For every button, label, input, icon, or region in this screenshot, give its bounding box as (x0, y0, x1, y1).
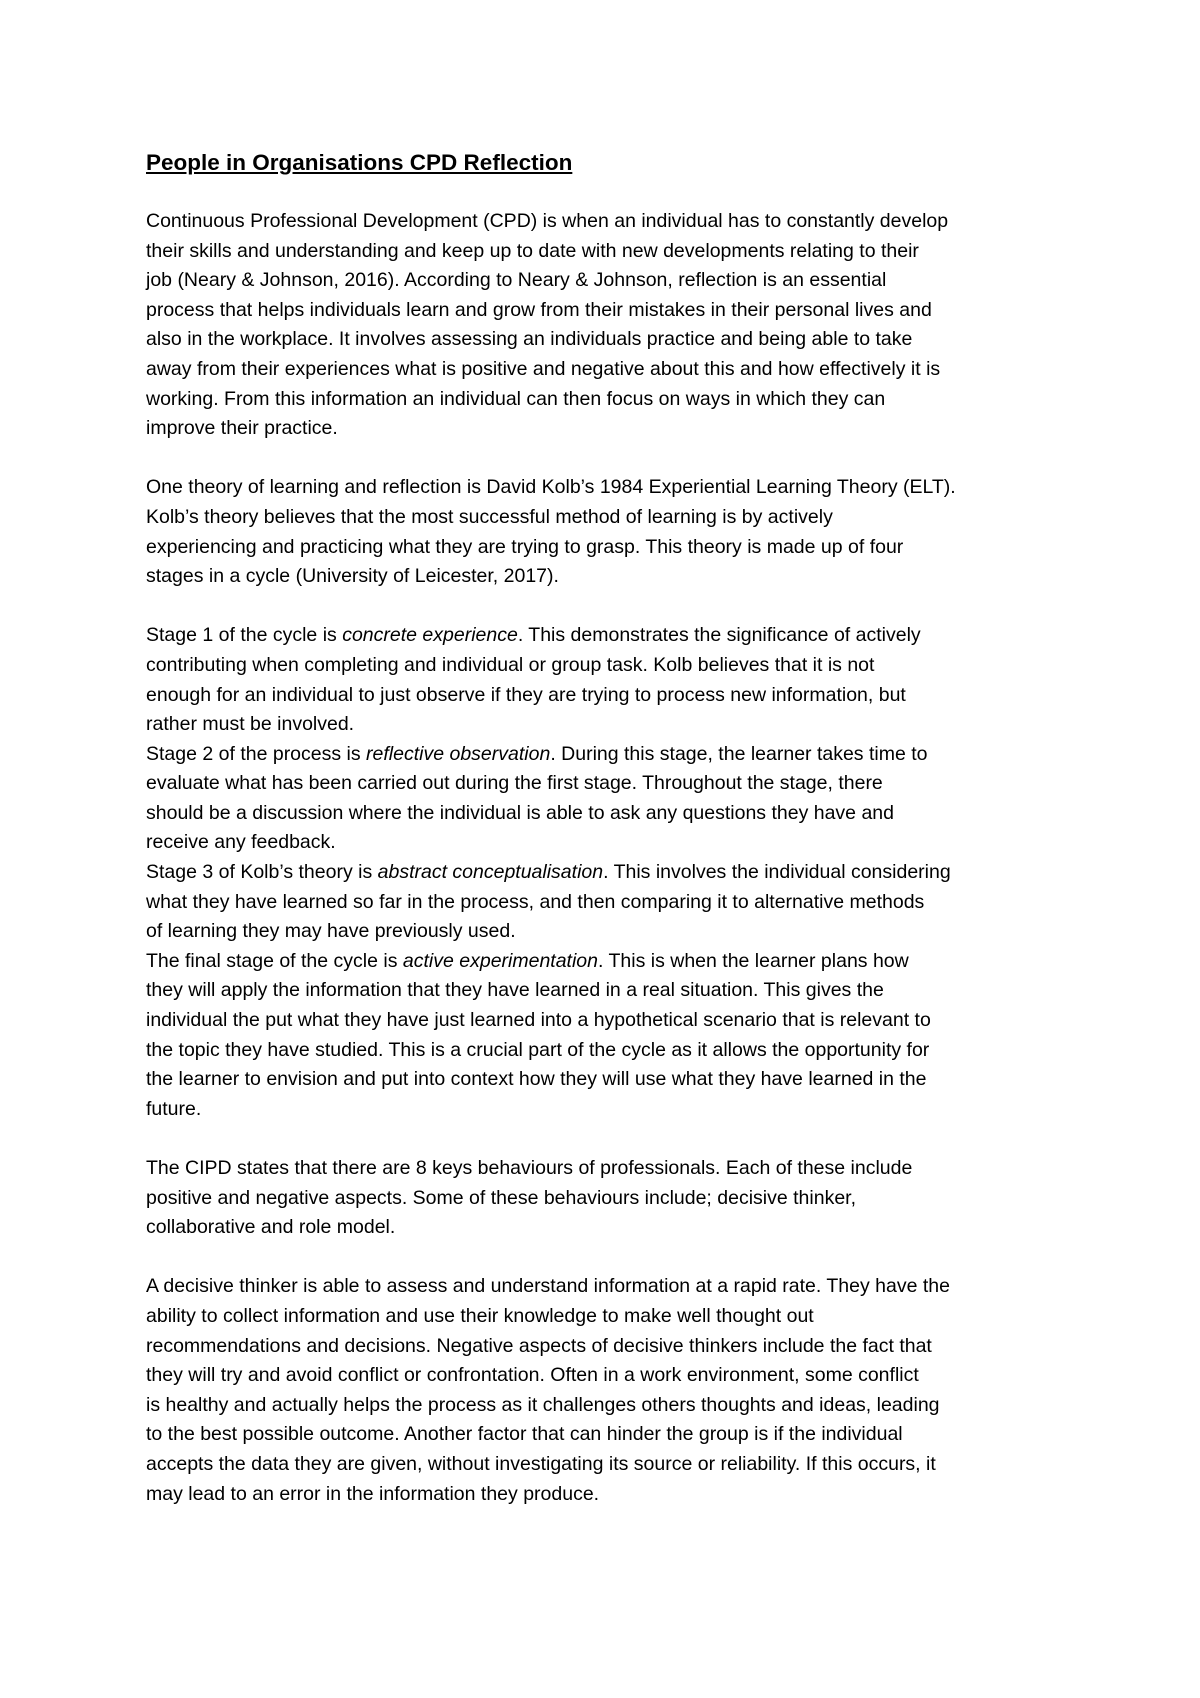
text-line: One theory of learning and reflection is David Kolb’s 1984 Experiential Learning Theory (ELT). (146, 476, 956, 499)
stage-3-line (146, 858, 1066, 888)
stage-3-pre: Stage 3 of Kolb’s theory is (146, 861, 378, 884)
paragraph-gap (146, 1124, 1066, 1154)
text-line: receive any feedback. (146, 831, 336, 854)
stage-4-post: . This is when the learner plans how (598, 949, 909, 972)
paragraph-gap (146, 1243, 1066, 1273)
paragraph-gap (146, 444, 1066, 474)
stage-3-post: . This involves the individual considering (603, 861, 951, 884)
stage-2-post: . During this stage, the learner takes time to (550, 742, 928, 765)
paragraph-stages (146, 621, 1066, 1124)
paragraph-kolb-theory (146, 473, 1066, 591)
text-line: also in the workplace. It involves assessing an individuals practice and being able to take (146, 328, 913, 351)
paragraph-cpd-definition (146, 207, 1066, 444)
text-line: may lead to an error in the information they produce. (146, 1482, 600, 1505)
text-line: The CIPD states that there are 8 keys behaviours of professionals. Each of these include (146, 1157, 913, 1179)
stage-2-term: reflective observation (366, 742, 551, 765)
text-line: accepts the data they are given, without investigating its source or reliability. If this occurs, it (146, 1452, 936, 1475)
text-line: experiencing and practicing what they are trying to grasp. This theory is made up of four (146, 535, 904, 558)
paragraph-cipd-behaviours (146, 1154, 1066, 1243)
text-line: recommendations and decisions. Negative aspects of decisive thinkers include the fact that (146, 1334, 932, 1357)
text-line: the topic they have studied. This is a crucial part of the cycle as it allows the opportunity for (146, 1038, 930, 1061)
text-line: working. From this information an individual can then focus on ways in which they can (146, 387, 886, 410)
text-line: collaborative and role model. (146, 1216, 396, 1239)
text-line: ability to collect information and use their knowledge to make well thought out (146, 1304, 814, 1327)
paragraph-decisive-thinker (146, 1272, 1066, 1509)
text-line: rather must be involved. (146, 713, 355, 736)
text-line: process that helps individuals learn and grow from their mistakes in their personal lives and (146, 298, 932, 321)
stage-1-term: concrete experience (342, 624, 518, 647)
stage-3-term: abstract conceptualisation (377, 861, 604, 884)
document-title: People in Organisations CPD Reflection (146, 150, 573, 175)
text-line: is healthy and actually helps the process as it challenges others thoughts and ideas, leading (146, 1393, 940, 1416)
stage-4-line (146, 947, 1066, 977)
document-page (146, 148, 1066, 1509)
text-line: their skills and understanding and keep up to date with new developments relating to their (146, 239, 919, 262)
paragraph-gap (146, 592, 1066, 622)
stage-1-pre: Stage 1 of the cycle is (146, 624, 343, 647)
text-line: improve their practice. (146, 417, 338, 440)
text-line: Continuous Professional Development (CPD) is when an individual has to constantly develop (146, 210, 949, 232)
text-line: contributing when completing and individual or group task. Kolb believes that it is not (146, 653, 875, 676)
text-line: enough for an individual to just observe if they are trying to process new information, but (146, 683, 906, 706)
text-line: should be a discussion where the individual is able to ask any questions they have and (146, 801, 894, 824)
text-line: to the best possible outcome. Another factor that can hinder the group is if the individual (146, 1423, 903, 1446)
text-line: A decisive thinker is able to assess and understand information at a rapid rate. They have the (146, 1275, 950, 1298)
stage-2-pre: Stage 2 of the process is (146, 742, 367, 765)
text-line: individual the put what they have just learned into a hypothetical scenario that is relevant to (146, 1009, 931, 1032)
stage-4-pre: The final stage of the cycle is (146, 949, 403, 972)
stage-4-term: active experimentation (402, 949, 598, 972)
stage-1-post: . This demonstrates the significance of actively (517, 624, 921, 647)
text-line: future. (146, 1097, 202, 1120)
text-line: Kolb’s theory believes that the most successful method of learning is by actively (146, 505, 833, 528)
text-line: evaluate what has been carried out during the first stage. Throughout the stage, there (146, 772, 883, 795)
text-line: of learning they may have previously used. (146, 920, 516, 943)
stage-1-line (146, 621, 1066, 651)
text-line: away from their experiences what is positive and negative about this and how effectively it is (146, 357, 941, 380)
text-line: stages in a cycle (University of Leicester, 2017). (146, 565, 559, 588)
text-line: job (Neary & Johnson, 2016). According to Neary & Johnson, reflection is an essential (146, 269, 887, 292)
text-line: positive and negative aspects. Some of these behaviours include; decisive thinker, (146, 1186, 857, 1209)
stage-2-line (146, 740, 1066, 770)
text-line: the learner to envision and put into context how they will use what they have learned in the (146, 1068, 927, 1091)
text-line: they will apply the information that they have learned in a real situation. This gives the (146, 979, 884, 1002)
text-line: what they have learned so far in the process, and then comparing it to alternative methods (146, 890, 925, 913)
text-line: they will try and avoid conflict or confrontation. Often in a work environment, some conflict (146, 1364, 919, 1387)
